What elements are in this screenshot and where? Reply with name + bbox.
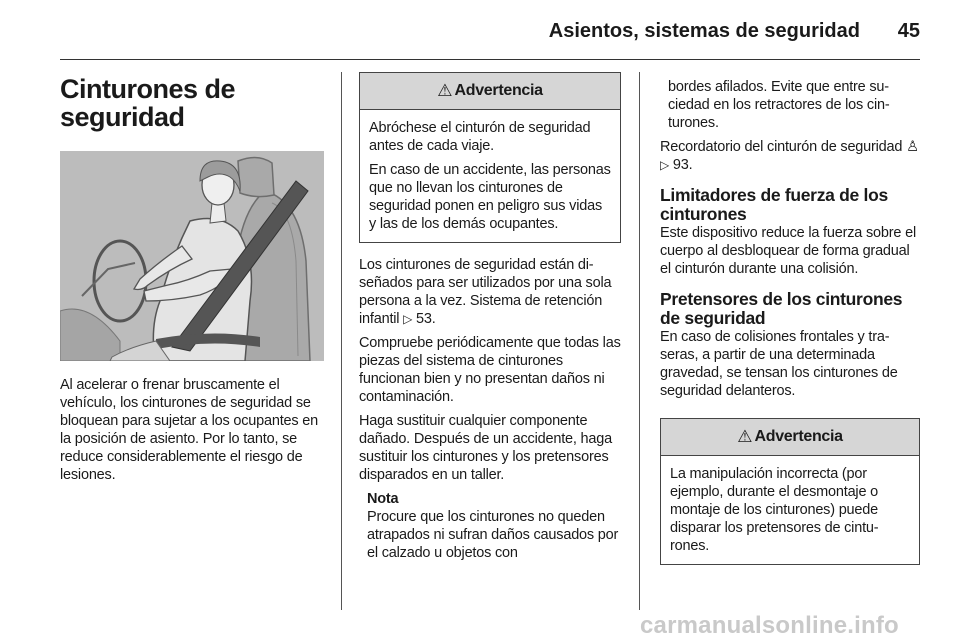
seatbelt-illustration-graphic — [60, 151, 324, 361]
paragraph-seatbelt-intro: Al acelerar o frenar bruscamente el vehículo, los cinturones de seguridad se bloquean para sujetar a los ocupantes en la posición de asiento. Por lo tanto, se reduce considerablemente el riesgo de lesiones. — [60, 377, 319, 483]
heading-force-limiters: Limitadores de fuerza de los cinturones — [660, 185, 888, 224]
page-header — [60, 16, 920, 48]
page-number: 45 — [897, 20, 920, 42]
watermark: carmanualsonline.info — [640, 612, 899, 639]
paragraph-pretensioners: En caso de colisiones frontales y traseras, a partir de una determinada gravedad, se tensan los cinturones de seguridad delanteros. — [660, 329, 898, 399]
paragraph-replace-components: Haga sustituir cualquier componente dañado. Después de un accidente, haga sustituir los cinturones y los pretensores disparados en un taller. — [359, 413, 612, 483]
page-reference-arrow-icon: ▷ — [403, 312, 413, 326]
seatbelt-illustration — [60, 151, 324, 361]
warning-title: Advertencia — [454, 82, 543, 99]
seatbelt-reminder-icon: ♙ — [906, 139, 919, 155]
column-separator — [639, 72, 640, 610]
warning-box — [660, 418, 920, 565]
note-title: Nota — [367, 491, 399, 507]
warning-body — [661, 456, 919, 564]
warning-text: Abróchese el cinturón de seguridad antes de cada viaje. — [369, 120, 591, 154]
warning-title: Advertencia — [754, 428, 843, 445]
paragraph-text: Los cinturones de seguridad están diseñados para ser utilizados por una sola persona a la vez. Sistema de retención infantil — [359, 257, 612, 327]
warning-text: La manipulación incorrecta (por ejemplo, durante el desmontaje o montaje de los cinturones) puede disparar los pretensores de cinturones. — [670, 466, 879, 554]
paragraph-reminder — [660, 138, 920, 174]
warning-box — [359, 72, 621, 243]
paragraph-note-continued: bordes afilados. Evite que entre suciedad en los retractores de los cinturones. — [668, 79, 890, 131]
warning-triangle-icon: ⚠ — [737, 427, 753, 446]
page-reference-arrow-icon: ▷ — [660, 158, 670, 172]
warning-header — [661, 419, 919, 456]
paragraph-force-limiters: Este dispositivo reduce la fuerza sobre el cuerpo al desbloquear de forma gradual el cinturón durante una colisión. — [660, 225, 916, 277]
column-separator — [341, 72, 342, 610]
paragraph-check-parts: Compruebe periódicamente que todas las piezas del sistema de cinturones funcionan bien y no presentan daños ni contaminación. — [359, 335, 621, 405]
warning-text: En caso de un accidente, las personas que no llevan los cinturones de seguridad ponen en peligro sus vidas y las de los demás ocupantes. — [369, 162, 611, 232]
note-text: Procure que los cinturones no queden atrapados ni sufran daños causados por el calzado u objetos con — [367, 509, 619, 561]
warning-body — [360, 110, 620, 242]
header-rule — [60, 59, 920, 60]
heading-pretensioners: Pretensores de los cinturones de seguridad — [660, 289, 903, 328]
section-title: Asientos, sistemas de seguridad — [548, 20, 860, 42]
column-3 — [660, 78, 920, 565]
column-2 — [359, 72, 621, 562]
page-reference: 93. — [672, 157, 693, 173]
paragraph-single-person — [359, 256, 621, 328]
paragraph-text: Recordatorio del cinturón de seguridad — [660, 139, 903, 155]
column-1-text — [60, 376, 324, 484]
heading-seatbelts: Cinturones de seguridad — [60, 74, 236, 132]
page-reference: 53. — [416, 311, 436, 327]
warning-triangle-icon: ⚠ — [437, 81, 453, 100]
note-block — [367, 490, 621, 562]
warning-header — [360, 73, 620, 110]
column-1 — [60, 72, 324, 131]
